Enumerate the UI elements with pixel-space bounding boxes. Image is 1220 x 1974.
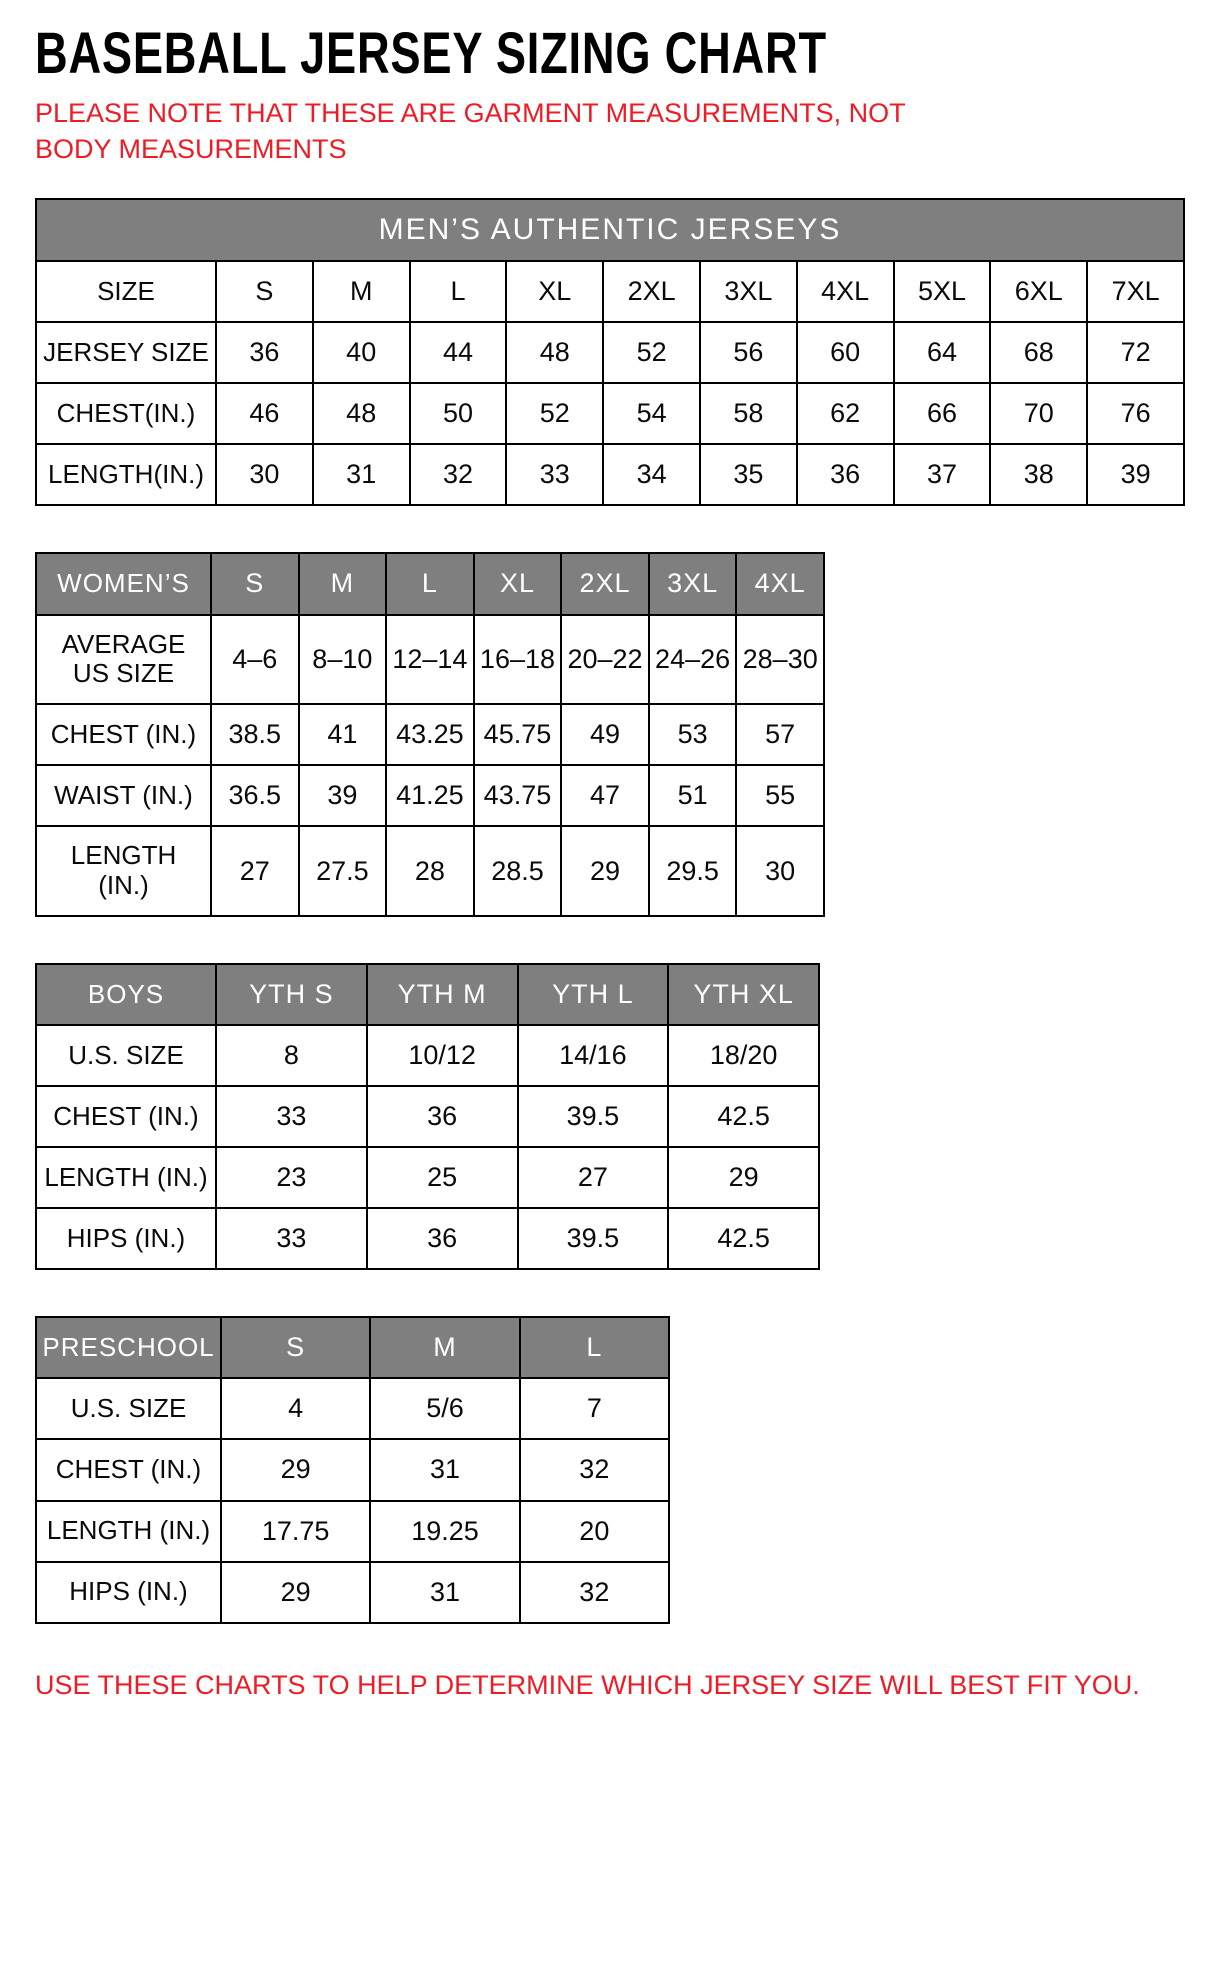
- row-label: HIPS (IN.): [36, 1562, 221, 1623]
- column-header: YTH S: [216, 964, 367, 1025]
- row-label: SIZE: [36, 261, 216, 322]
- data-cell: 43.25: [386, 704, 474, 765]
- data-cell: 76: [1087, 383, 1184, 444]
- data-cell: 23: [216, 1147, 367, 1208]
- data-cell: 54: [603, 383, 700, 444]
- row-label: PRESCHOOL: [36, 1317, 221, 1378]
- data-cell: 29: [668, 1147, 819, 1208]
- data-cell: 55: [736, 765, 824, 826]
- row-label: U.S. SIZE: [36, 1025, 216, 1086]
- data-cell: 36: [367, 1086, 518, 1147]
- data-cell: 39.5: [518, 1086, 669, 1147]
- column-header: 2XL: [561, 553, 649, 614]
- data-cell: 10/12: [367, 1025, 518, 1086]
- data-cell: 32: [520, 1439, 669, 1500]
- row-label: CHEST (IN.): [36, 704, 211, 765]
- data-cell: 39: [299, 765, 387, 826]
- row-label: CHEST(IN.): [36, 383, 216, 444]
- column-header: L: [410, 261, 507, 322]
- data-cell: 56: [700, 322, 797, 383]
- row-label: CHEST (IN.): [36, 1086, 216, 1147]
- data-cell: 48: [313, 383, 410, 444]
- data-cell: 50: [410, 383, 507, 444]
- data-cell: 17.75: [221, 1501, 370, 1562]
- row-label: LENGTH(IN.): [36, 444, 216, 505]
- column-header: YTH L: [518, 964, 669, 1025]
- data-cell: 45.75: [474, 704, 562, 765]
- data-cell: 18/20: [668, 1025, 819, 1086]
- data-cell: 66: [894, 383, 991, 444]
- data-cell: 25: [367, 1147, 518, 1208]
- data-cell: 72: [1087, 322, 1184, 383]
- data-cell: 39.5: [518, 1208, 669, 1269]
- data-cell: 19.25: [370, 1501, 519, 1562]
- data-cell: 27: [211, 826, 299, 916]
- data-cell: 64: [894, 322, 991, 383]
- footer-note: USE THESE CHARTS TO HELP DETERMINE WHICH JERSEY SIZE WILL BEST FIT YOU.: [35, 1669, 1140, 1700]
- boys-sizing-table: [35, 963, 820, 1270]
- data-cell: 4: [221, 1378, 370, 1439]
- column-header: YTH M: [367, 964, 518, 1025]
- column-header: M: [299, 553, 387, 614]
- data-cell: 32: [520, 1562, 669, 1623]
- data-cell: 70: [990, 383, 1087, 444]
- data-cell: 29: [221, 1439, 370, 1500]
- column-header: 7XL: [1087, 261, 1184, 322]
- row-label: U.S. SIZE: [36, 1378, 221, 1439]
- row-label: BOYS: [36, 964, 216, 1025]
- column-header: L: [520, 1317, 669, 1378]
- data-cell: 24–26: [649, 615, 737, 705]
- data-cell: 4–6: [211, 615, 299, 705]
- data-cell: 28–30: [736, 615, 824, 705]
- garment-measurement-note: PLEASE NOTE THAT THESE ARE GARMENT MEASUREMENTS, NOT BODY MEASUREMENTS: [35, 97, 906, 165]
- data-cell: 36: [216, 322, 313, 383]
- data-cell: 16–18: [474, 615, 562, 705]
- mens-sizing-table: [35, 198, 1185, 507]
- data-cell: 32: [410, 444, 507, 505]
- data-cell: 57: [736, 704, 824, 765]
- column-header: YTH XL: [668, 964, 819, 1025]
- data-cell: 35: [700, 444, 797, 505]
- column-header: 4XL: [736, 553, 824, 614]
- data-cell: 36.5: [211, 765, 299, 826]
- data-cell: 28: [386, 826, 474, 916]
- data-cell: 42.5: [668, 1086, 819, 1147]
- column-header: S: [216, 261, 313, 322]
- column-header: 6XL: [990, 261, 1087, 322]
- data-cell: 52: [603, 322, 700, 383]
- data-cell: 8: [216, 1025, 367, 1086]
- data-cell: 58: [700, 383, 797, 444]
- data-cell: 38: [990, 444, 1087, 505]
- preschool-sizing-table: [35, 1316, 670, 1623]
- data-cell: 28.5: [474, 826, 562, 916]
- column-header: S: [221, 1317, 370, 1378]
- row-label: AVERAGE US SIZE: [36, 615, 211, 705]
- data-cell: 39: [1087, 444, 1184, 505]
- row-label: LENGTH (IN.): [36, 1501, 221, 1562]
- column-header: 3XL: [700, 261, 797, 322]
- data-cell: 44: [410, 322, 507, 383]
- row-label: WOMEN’S: [36, 553, 211, 614]
- data-cell: 31: [313, 444, 410, 505]
- column-header: M: [370, 1317, 519, 1378]
- row-label: LENGTH (IN.): [36, 1147, 216, 1208]
- data-cell: 53: [649, 704, 737, 765]
- data-cell: 33: [216, 1208, 367, 1269]
- column-header: XL: [506, 261, 603, 322]
- data-cell: 20: [520, 1501, 669, 1562]
- data-cell: 52: [506, 383, 603, 444]
- data-cell: 29: [561, 826, 649, 916]
- column-header: XL: [474, 553, 562, 614]
- page-title: BASEBALL JERSEY SIZING CHART: [35, 21, 827, 86]
- data-cell: 8–10: [299, 615, 387, 705]
- row-label: LENGTH (IN.): [36, 826, 211, 916]
- data-cell: 20–22: [561, 615, 649, 705]
- data-cell: 62: [797, 383, 894, 444]
- data-cell: 68: [990, 322, 1087, 383]
- column-header: 5XL: [894, 261, 991, 322]
- row-label: HIPS (IN.): [36, 1208, 216, 1269]
- data-cell: 27: [518, 1147, 669, 1208]
- data-cell: 29.5: [649, 826, 737, 916]
- data-cell: 36: [367, 1208, 518, 1269]
- data-cell: 33: [506, 444, 603, 505]
- data-cell: 41.25: [386, 765, 474, 826]
- column-header: 2XL: [603, 261, 700, 322]
- data-cell: 31: [370, 1562, 519, 1623]
- data-cell: 30: [736, 826, 824, 916]
- data-cell: 33: [216, 1086, 367, 1147]
- data-cell: 29: [221, 1562, 370, 1623]
- row-label: WAIST (IN.): [36, 765, 211, 826]
- data-cell: 40: [313, 322, 410, 383]
- data-cell: 60: [797, 322, 894, 383]
- data-cell: 34: [603, 444, 700, 505]
- data-cell: 27.5: [299, 826, 387, 916]
- data-cell: 7: [520, 1378, 669, 1439]
- row-label: JERSEY SIZE: [36, 322, 216, 383]
- data-cell: 48: [506, 322, 603, 383]
- data-cell: 41: [299, 704, 387, 765]
- column-header: S: [211, 553, 299, 614]
- data-cell: 42.5: [668, 1208, 819, 1269]
- data-cell: 14/16: [518, 1025, 669, 1086]
- data-cell: 30: [216, 444, 313, 505]
- data-cell: 43.75: [474, 765, 562, 826]
- data-cell: 51: [649, 765, 737, 826]
- data-cell: 46: [216, 383, 313, 444]
- data-cell: 5/6: [370, 1378, 519, 1439]
- data-cell: 12–14: [386, 615, 474, 705]
- data-cell: 31: [370, 1439, 519, 1500]
- data-cell: 37: [894, 444, 991, 505]
- mens-table-title: MEN’S AUTHENTIC JERSEYS: [36, 199, 1184, 262]
- column-header: M: [313, 261, 410, 322]
- row-label: CHEST (IN.): [36, 1439, 221, 1500]
- column-header: 4XL: [797, 261, 894, 322]
- data-cell: 47: [561, 765, 649, 826]
- tables-container: [35, 198, 1185, 1624]
- data-cell: 36: [797, 444, 894, 505]
- data-cell: 38.5: [211, 704, 299, 765]
- column-header: 3XL: [649, 553, 737, 614]
- womens-sizing-table: [35, 552, 825, 917]
- column-header: L: [386, 553, 474, 614]
- data-cell: 49: [561, 704, 649, 765]
